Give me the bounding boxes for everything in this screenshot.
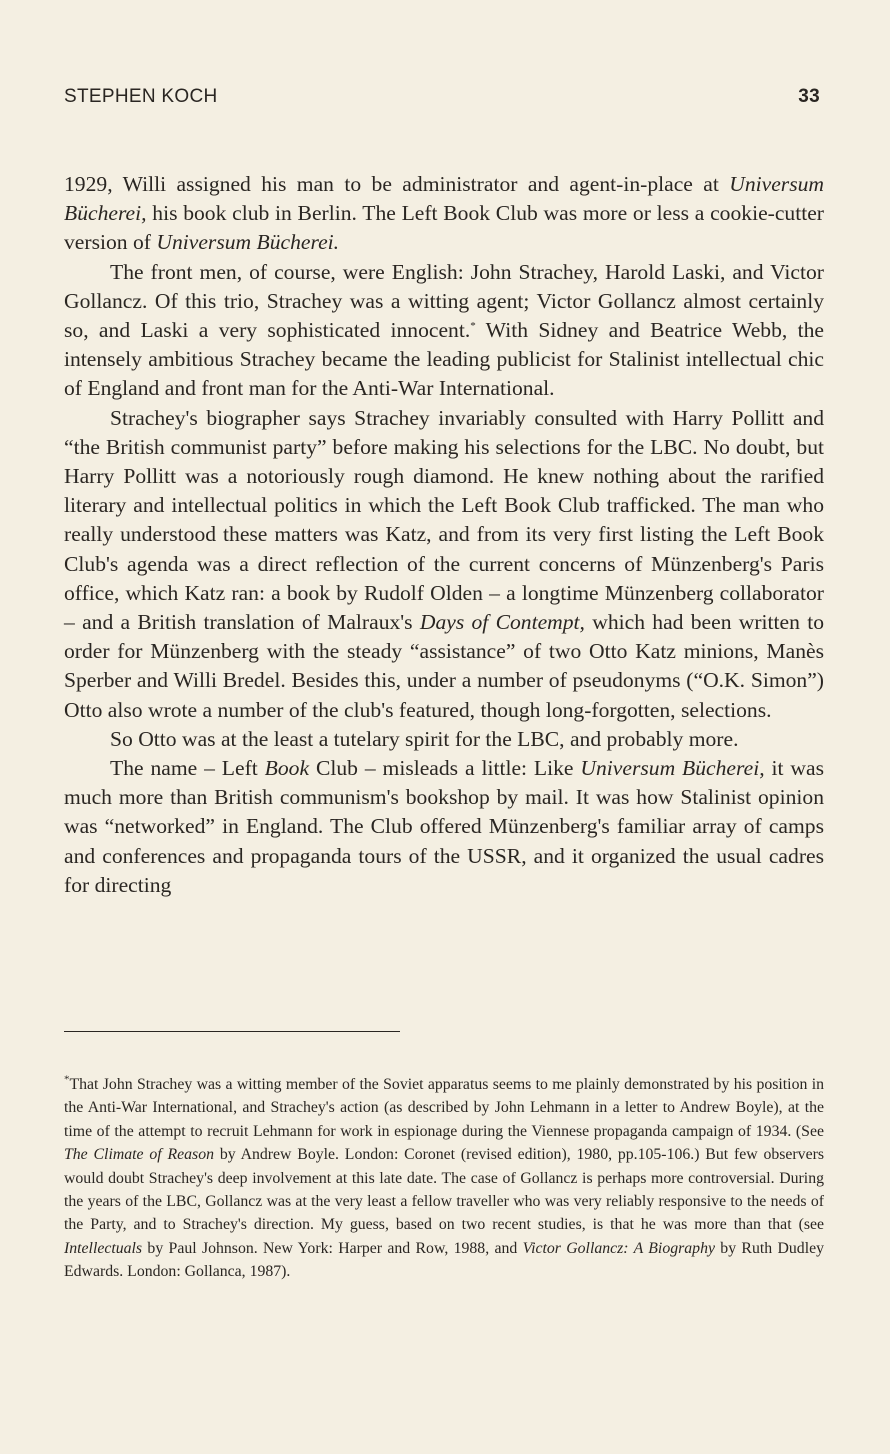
text-run: by Ruth Dudley Edwards. London: Gollanca, 1987). [64, 1239, 824, 1281]
text-run: which had been written to order for Münzenberg with the steady “assistance” of two Otto Katz minions, Manès Sperber and Willi Bredel. Besides this, under a number of pseudonyms (“O.K. Simon”) Otto also wrote a number of the club's featured, though long-forgotten, selections. [64, 610, 824, 722]
footnote [64, 1073, 824, 1284]
text-run: With Sidney and Beatrice Webb, the intensely ambitious Strachey became the leading publicist for Stalinist intellectual chic of England and front man for the Anti-War International. [64, 318, 824, 401]
text-run: Strachey's biographer says Strachey invariably consulted with Harry Pollitt and “the British communist party” before making his selections for the LBC. No doubt, but Harry Pollitt was a notoriously rough diamond. He knew nothing about the rarified literary and intellectual politics in which the Left Book Club trafficked. The man who really understood these matters was Katz, and from its very first listing the Left Book Club's agenda was a direct reflection of the current concerns of Münzenberg's Paris office, which Katz ran: a book by Rudolf Olden – a longtime Münzenberg collaborator – and a British translation of Malraux's [64, 405, 824, 635]
text-run: The name – Left [110, 756, 265, 781]
paragraph-4 [64, 725, 824, 754]
body-text [64, 170, 824, 900]
italic-word: Book [264, 756, 310, 781]
italic-title: Universum Bücherei, [64, 172, 824, 226]
italic-title: Victor Gollancz: A Biography [522, 1239, 715, 1257]
footnote-reference: * [470, 319, 476, 332]
text-run: That John Strachey was a witting member of the Soviet apparatus seems to me plainly demonstrated by his position in the Anti-War International, and Strachey's action (as described by John Lehmann in a letter to Andrew Boyle), at the time of the attempt to recruit Lehmann for work in espionage during the Viennese propaganda campaign of 1934. (See [64, 1076, 824, 1140]
text-run: 1929, Willi assigned his man to be administrator and agent-in-place at [64, 172, 730, 196]
italic-title: The Climate of Reason [64, 1146, 214, 1164]
text-run: it was much more than British communism's bookshop by mail. It was how Stalinist opinion was “networked” in England. The Club offered Münzenberg's familiar array of camps and conferences and propaganda tours of the USSR, and it organized the usual cadres for directing [64, 756, 824, 897]
footnote-rule [64, 1031, 400, 1032]
italic-title: Universum Bücherei, [580, 756, 765, 781]
text-run: Club – misleads a little: Like [309, 756, 581, 781]
paragraph-2 [64, 258, 824, 404]
running-head-author: STEPHEN KOCH [64, 86, 218, 107]
text-run: by Paul Johnson. New York: Harper and Row, 1988, and [142, 1239, 523, 1257]
running-head [64, 86, 820, 108]
italic-title: Universum Bücherei. [156, 230, 340, 255]
paragraph-5 [64, 754, 824, 900]
text-run: by Andrew Boyle. London: Coronet (revised edition), 1980, pp.105-106.) But few observers would doubt Strachey's deep involvement at this late date. The case of Gollancz is perhaps more controversial. During the years of the LBC, Gollancz was at the very least a fellow traveller who was very reliably responsive to the needs of the Party, and to Strachey's direction. My guess, based on two recent studies, is that he was more than that (see [64, 1146, 824, 1234]
text-run: So Otto was at the least a tutelary spirit for the LBC, and probably more. [110, 726, 739, 751]
paragraph-3 [64, 404, 824, 725]
paragraph-1 [64, 170, 824, 258]
text-run: The front men, of course, were English: John Strachey, Harold Laski, and Victor Gollancz. Of this trio, Strachey was a witting agent; Victor Gollancz almost certainly so, and Laski a very sophisticated innocent. [64, 259, 824, 343]
italic-title: Days of Contempt, [419, 610, 585, 635]
page-number: 33 [798, 86, 820, 107]
text-run: his book club in Berlin. The Left Book Club was more or less a cookie-cutter version of [64, 201, 824, 255]
footnote-marker: * [64, 1073, 70, 1086]
footnote-paragraph [64, 1073, 824, 1284]
italic-title: Intellectuals [64, 1239, 143, 1257]
